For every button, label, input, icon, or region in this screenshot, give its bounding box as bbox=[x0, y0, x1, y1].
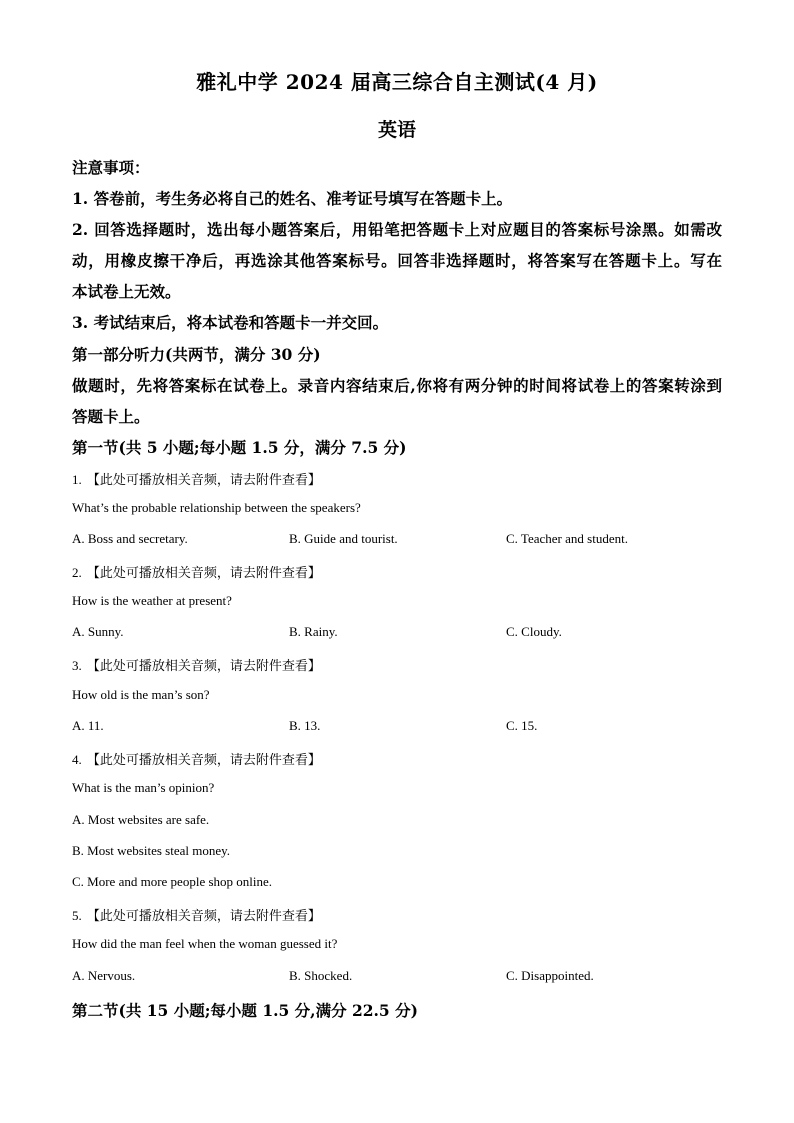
audio-placeholder: 【此处可播放相关音频，请去附件查看】 bbox=[86, 659, 321, 674]
audio-placeholder: 【此处可播放相关音频，请去附件查看】 bbox=[86, 909, 321, 924]
question-4-text: What is the man’s opinion? bbox=[72, 780, 215, 795]
question-1-audio[interactable] bbox=[72, 469, 321, 488]
question-5-audio[interactable] bbox=[72, 905, 321, 924]
notes-heading: 注意事项： bbox=[72, 158, 150, 177]
question-2-option-a: A. Sunny. bbox=[72, 624, 124, 639]
question-1-option-b: B. Guide and tourist. bbox=[289, 531, 398, 546]
question-5-number: 5. bbox=[72, 908, 82, 923]
question-2-audio[interactable] bbox=[72, 562, 321, 581]
note-item-2-line-1: 2. 回答选择题时，选出每小题答案后，用铅笔把答题卡上对应题目的答案标号涂黑。如需改 bbox=[72, 220, 722, 239]
question-3-audio[interactable] bbox=[72, 655, 321, 674]
question-1-option-c: C. Teacher and student. bbox=[506, 531, 628, 546]
question-2-option-c: C. Cloudy. bbox=[506, 624, 562, 639]
question-5-option-c: C. Disappointed. bbox=[506, 968, 594, 983]
part1-heading: 第一部分听力(共两节，满分 30 分) bbox=[72, 345, 321, 364]
question-3-number: 3. bbox=[72, 658, 82, 673]
question-3-option-b: B. 13. bbox=[289, 718, 321, 733]
question-3-option-c: C. 15. bbox=[506, 718, 538, 733]
note-item-1: 1. 答卷前，考生务必将自己的姓名、准考证号填写在答题卡上。 bbox=[72, 189, 513, 208]
audio-placeholder: 【此处可播放相关音频，请去附件查看】 bbox=[86, 753, 321, 768]
section1-heading: 第一节(共 5 小题;每小题 1.5 分，满分 7.5 分) bbox=[72, 438, 407, 457]
question-4-option-a: A. Most websites are safe. bbox=[72, 812, 210, 827]
note-item-2-line-2: 动，用橡皮擦干净后，再选涂其他答案标号。回答非选择题时，将答案写在答题卡上。写在 bbox=[72, 251, 722, 270]
question-5-option-a: A. Nervous. bbox=[72, 968, 136, 983]
question-1-option-a: A. Boss and secretary. bbox=[72, 531, 188, 546]
note-item-3: 3. 考试结束后，将本试卷和答题卡一并交回。 bbox=[72, 313, 389, 332]
question-4-number: 4. bbox=[72, 752, 82, 767]
part1-instruction-line-2: 答题卡上。 bbox=[72, 407, 150, 426]
section2-heading: 第二节(共 15 小题;每小题 1.5 分,满分 22.5 分) bbox=[72, 1001, 418, 1020]
question-4-option-b: B. Most websites steal money. bbox=[72, 843, 231, 858]
question-3-option-a: A. 11. bbox=[72, 718, 104, 733]
question-1-text: What’s the probable relationship between the speakers? bbox=[72, 500, 361, 515]
question-5-text: How did the man feel when the woman guessed it? bbox=[72, 936, 338, 951]
question-4-audio[interactable] bbox=[72, 749, 321, 768]
audio-placeholder: 【此处可播放相关音频，请去附件查看】 bbox=[86, 566, 321, 581]
question-1-number: 1. bbox=[72, 472, 82, 487]
audio-placeholder: 【此处可播放相关音频，请去附件查看】 bbox=[86, 473, 321, 488]
part1-instruction-line-1: 做题时，先将答案标在试卷上。录音内容结束后,你将有两分钟的时间将试卷上的答案转涂到 bbox=[72, 376, 722, 395]
question-2-text: How is the weather at present? bbox=[72, 593, 232, 608]
question-2-number: 2. bbox=[72, 565, 82, 580]
question-3-text: How old is the man’s son? bbox=[72, 687, 210, 702]
question-4-option-c: C. More and more people shop online. bbox=[72, 874, 273, 889]
question-2-option-b: B. Rainy. bbox=[289, 624, 338, 639]
exam-subject: 英语 bbox=[377, 119, 416, 141]
question-5-option-b: B. Shocked. bbox=[289, 968, 353, 983]
note-item-2-line-3: 本试卷上无效。 bbox=[72, 282, 181, 301]
exam-title: 雅礼中学 2024 届高三综合自主测试(4 月) bbox=[196, 70, 598, 94]
